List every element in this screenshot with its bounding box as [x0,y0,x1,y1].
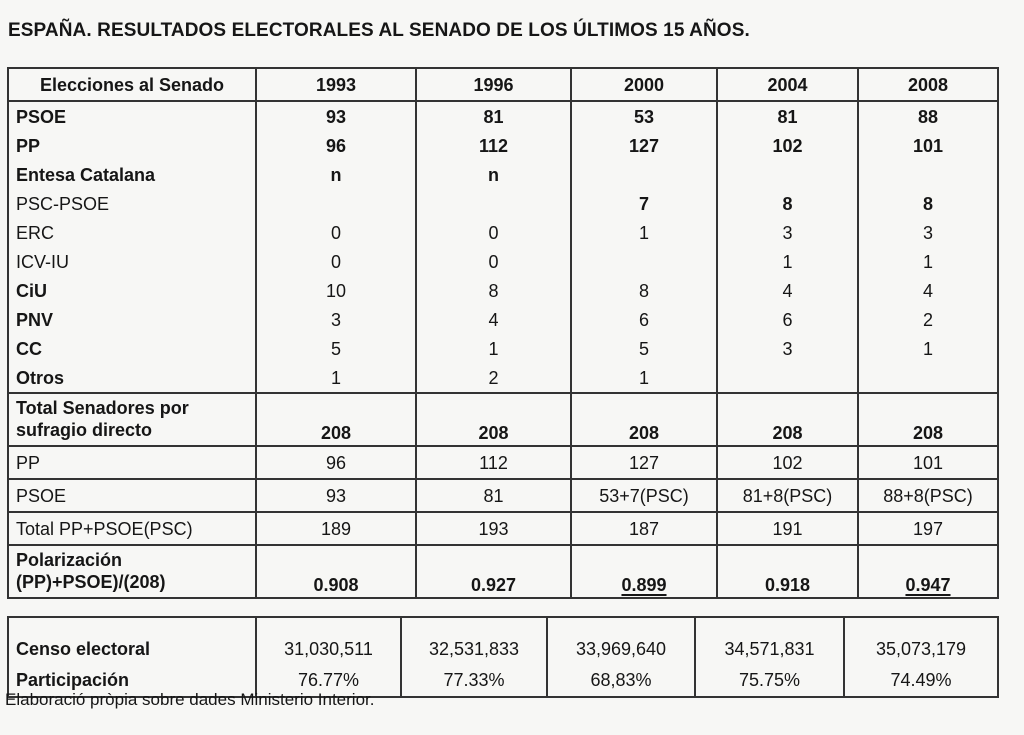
table-cell [858,363,998,393]
table-cell: 208 [858,393,998,446]
table-cell: n [416,160,571,189]
row-label: CC [8,334,256,363]
censo-row [8,617,998,664]
pp-summary-row [8,446,998,479]
senate-results-table [7,67,999,599]
row-label: PSOE [8,479,256,512]
table-cell: 0.908 [256,545,416,598]
table-row [8,160,998,189]
table-cell [858,160,998,189]
table-row [8,276,998,305]
table-cell: 81 [416,101,571,131]
table-row [8,189,998,218]
table-cell: 8 [858,189,998,218]
table-cell: 6 [717,305,858,334]
page-title: ESPAÑA. RESULTADOS ELECTORALES AL SENADO DE LOS ÚLTIMOS 15 AÑOS. [8,20,750,41]
table-row [8,247,998,276]
table-cell: 35,073,179 [844,617,998,664]
table-cell: 1 [858,247,998,276]
table-cell: 5 [256,334,416,363]
table-cell: 68,83% [547,664,695,697]
table-cell: 74.49% [844,664,998,697]
table-cell: 8 [571,276,717,305]
column-header: 2000 [571,68,717,101]
total-pp-psoe-row [8,512,998,545]
column-header: Elecciones al Senado [8,68,256,101]
table-cell: 208 [416,393,571,446]
table-cell: 191 [717,512,858,545]
table-cell: 6 [571,305,717,334]
table-cell: 10 [256,276,416,305]
table-cell: 127 [571,446,717,479]
underlined-value: 0.899 [621,575,667,595]
table-row [8,363,998,393]
psoe-summary-row [8,479,998,512]
table-cell [571,247,717,276]
table-cell: 208 [717,393,858,446]
table-cell: 208 [256,393,416,446]
table-cell: 0 [416,218,571,247]
row-label-line: Polarización [16,549,123,570]
table-cell: 1 [858,334,998,363]
table-cell: 102 [717,446,858,479]
column-header: 1993 [256,68,416,101]
row-label: ERC [8,218,256,247]
row-label: PNV [8,305,256,334]
table-cell [571,160,717,189]
table-cell: 8 [416,276,571,305]
census-table [7,616,999,698]
table-cell: 187 [571,512,717,545]
row-label-line: Total Senadores por [16,397,189,418]
table-cell: 1 [256,363,416,393]
table-cell: 33,969,640 [547,617,695,664]
underlined-value: 0.947 [905,575,951,595]
row-label: PSOE [8,101,256,131]
table-cell: 102 [717,131,858,160]
row-label: ICV-IU [8,247,256,276]
table-cell: 53+7(PSC) [571,479,717,512]
table-cell: 4 [416,305,571,334]
table-cell: 31,030,511 [256,617,401,664]
table-cell: 189 [256,512,416,545]
table-cell: 76.77% [256,664,401,697]
table-cell: 96 [256,131,416,160]
table-cell: 81 [416,479,571,512]
table-cell: 93 [256,479,416,512]
table-header-row [8,68,998,101]
total-senators-row [8,393,998,446]
table-cell: 81 [717,101,858,131]
table-cell: 8 [717,189,858,218]
table-cell: 2 [858,305,998,334]
table-row [8,334,998,363]
table-cell: 1 [416,334,571,363]
row-label: PP [8,131,256,160]
table-cell: 0 [416,247,571,276]
column-header: 2004 [717,68,858,101]
table-cell: 32,531,833 [401,617,547,664]
table-cell: 88 [858,101,998,131]
table-cell: 93 [256,101,416,131]
table-cell: 34,571,831 [695,617,844,664]
table-cell: 7 [571,189,717,218]
table-cell: 1 [571,363,717,393]
table-cell: 3 [717,218,858,247]
table-row [8,101,998,131]
source-footnote: Elaboració pròpia sobre dades Ministerio Interior. [5,690,375,709]
polarizacion-row [8,545,998,598]
table-cell [717,160,858,189]
table-cell: 1 [571,218,717,247]
table-cell: 3 [858,218,998,247]
table-cell: 53 [571,101,717,131]
table-row [8,131,998,160]
table-cell: 0 [256,247,416,276]
table-row [8,305,998,334]
table-cell [416,189,571,218]
row-label [8,545,256,598]
table-cell: 3 [256,305,416,334]
table-cell [256,189,416,218]
row-label: Censo electoral [8,617,256,664]
table-cell: 88+8(PSC) [858,479,998,512]
table-cell: 4 [717,276,858,305]
row-label [8,393,256,446]
table-cell: 0.918 [717,545,858,598]
table-cell: n [256,160,416,189]
row-label-line: sufragio directo [16,419,153,440]
table-cell: 101 [858,446,998,479]
row-label: Total PP+PSOE(PSC) [8,512,256,545]
column-header: 2008 [858,68,998,101]
row-label: CiU [8,276,256,305]
table-row [8,218,998,247]
table-cell [858,545,998,598]
table-cell: 101 [858,131,998,160]
table-cell: 1 [717,247,858,276]
column-header: 1996 [416,68,571,101]
row-label: Participación [8,664,256,697]
row-label: PP [8,446,256,479]
table-cell: 77.33% [401,664,547,697]
table-cell: 96 [256,446,416,479]
table-cell: 112 [416,131,571,160]
table-cell [717,363,858,393]
table-cell: 208 [571,393,717,446]
row-label: PSC-PSOE [8,189,256,218]
table-cell: 3 [717,334,858,363]
table-cell: 75.75% [695,664,844,697]
table-cell: 197 [858,512,998,545]
table-cell: 4 [858,276,998,305]
table-cell: 0 [256,218,416,247]
row-label: Otros [8,363,256,393]
table-cell: 127 [571,131,717,160]
row-label-line: (PP)+PSOE)/(208) [16,571,166,592]
table-cell: 5 [571,334,717,363]
row-label: Entesa Catalana [8,160,256,189]
table-cell: 81+8(PSC) [717,479,858,512]
table-cell: 193 [416,512,571,545]
table-cell: 112 [416,446,571,479]
table-cell: 2 [416,363,571,393]
table-cell: 0.927 [416,545,571,598]
table-cell [571,545,717,598]
